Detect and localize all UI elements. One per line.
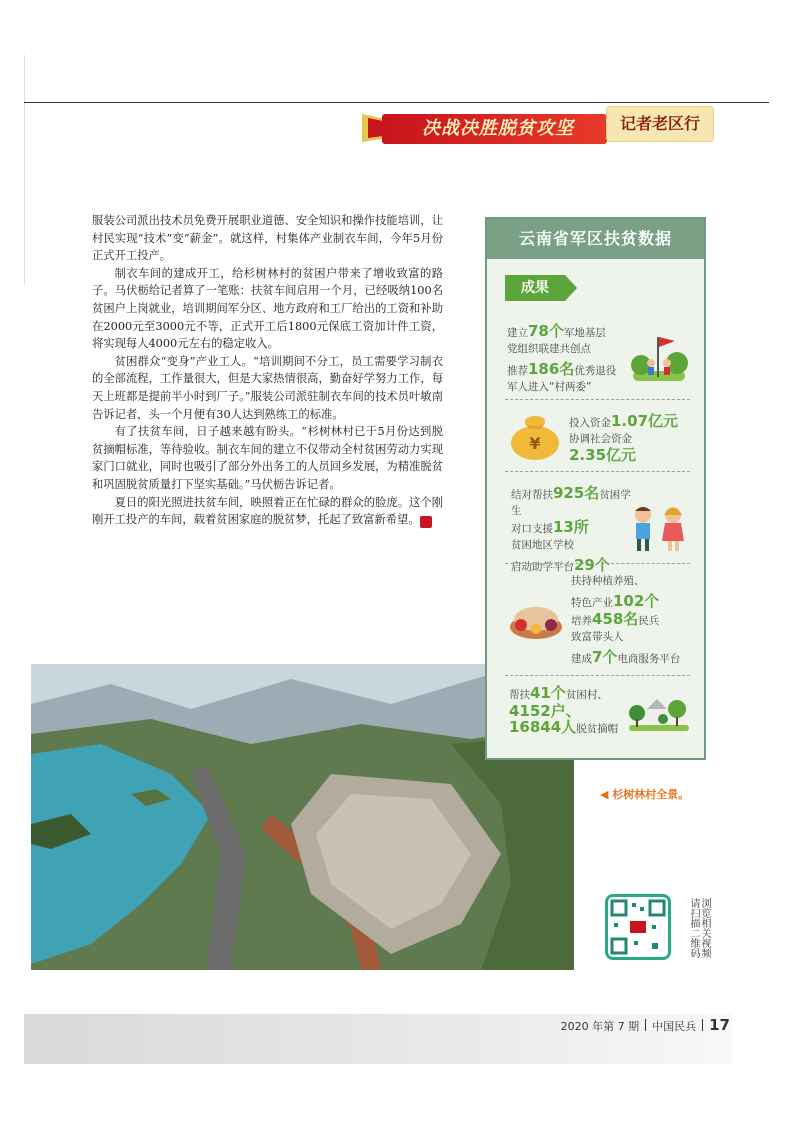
issue-label: 2020 年第 7 期 [560,1020,640,1033]
paragraph: 有了扶贫车间，日子越来越有盼头。“杉树林村已于5月份达到脱贫摘帽标准，等待验收。制衣车间的建立不仅带动全村贫困劳动力实现家门口就业，同时也吸引了部分外出务工的人员回乡发展，为精准脱贫和巩固脱贫质量打下坚实基础。”马伏栃告诉记者。 [92,425,443,491]
banner-slogan: 决战决胜脱贫攻坚 [382,114,607,144]
stat-block-party: 建立78个军地基层 党组织联建共创点 推荐186名优秀退役 军人进入“村两委” [507,322,617,393]
stat-block-funds: 投入资金1.07亿元 协调社会资金 2.35亿元 [569,412,679,464]
village-trees-icon [627,689,691,733]
section-divider [505,563,690,564]
svg-text:¥: ¥ [529,434,541,453]
badge-label: 成果 [521,280,549,296]
stat-block-villages: 帮扶41个贫困村、 4152户、 16844人脱贫摘帽 [509,684,619,736]
paragraph: 夏日的阳光照进扶贫车间，映照着正在忙碌的群众的脸庞。这个刚刚开工投产的车间，载着贫困家庭的脱贫梦，托起了致富新希望。 [92,495,443,527]
column-tag: 记者老区行 [606,106,714,142]
left-margin-rule [24,55,25,285]
section-divider [505,675,690,676]
paragraph: 制衣车间的建成开工，给杉树林村的贫困户带来了增收致富的路子。马伏栃给记者算了一笔账：扶贫车间启用一个月，已经吸纳100名贫困户上岗就业，培训期间军分区、地方政府和工厂给出的工资和补助在2000元至3000元不等，正式开工后1800元保底工资加计件工资，将实现每人4000元左右的稳定收入。 [92,266,443,351]
poverty-data-panel [485,217,706,760]
paragraph: 贫困群众“变身”产业工人。“培训期间不分工，员工需要学习制衣的全部流程，工作量很大，但是大家热情很高，勤奋好学努力工作，每天上班都是提前半小时到厂子。”服装公司派驻制衣车间的技术员叶敏南告诉记者，头一个月便有30人达到熟练工的标准。 [92,354,443,421]
footer-divider [645,1019,646,1031]
money-bag-icon [507,409,563,461]
page-number: 17 [709,1016,730,1034]
magazine-name: 中国民兵 [652,1020,697,1033]
produce-basket-icon [507,591,565,643]
children-icon [627,505,691,555]
header-rule [24,102,769,103]
stat-block-industry: 扶持种植养殖、 特色产业102个 培养458名民兵 致富带头人 建成7个电商服务平台 [571,575,681,666]
article-body [92,212,450,529]
footer [561,1016,730,1036]
paragraph-last [92,494,450,529]
qr-code[interactable] [605,894,671,960]
village-flag-icon [629,329,689,389]
stat-block-education: 结对帮扶925名贫困学生 对口支援13所 贫困地区学校 启动助学平台29个 [511,484,631,574]
section-divider [505,399,690,400]
end-mark-icon: R [420,516,432,528]
achievement-badge [505,275,577,301]
qr-instructions: 浏览相关视频请扫描二维码 [688,898,710,958]
footer-divider [702,1019,703,1031]
qr-code-icon [608,897,668,957]
slogan-banner [360,108,610,148]
section-divider [505,471,690,472]
panel-title: 云南省军区扶贫数据 [487,219,704,259]
photo-caption: ◀ 杉树林村全景。 [600,788,690,801]
paragraph: 服装公司派出技术员免费开展职业道德、安全知识和操作技能培训，让村民实现“技术”变“薪金”。就这样，村集体产业制衣车间，今年5月份正式开工投产。 [92,214,443,263]
